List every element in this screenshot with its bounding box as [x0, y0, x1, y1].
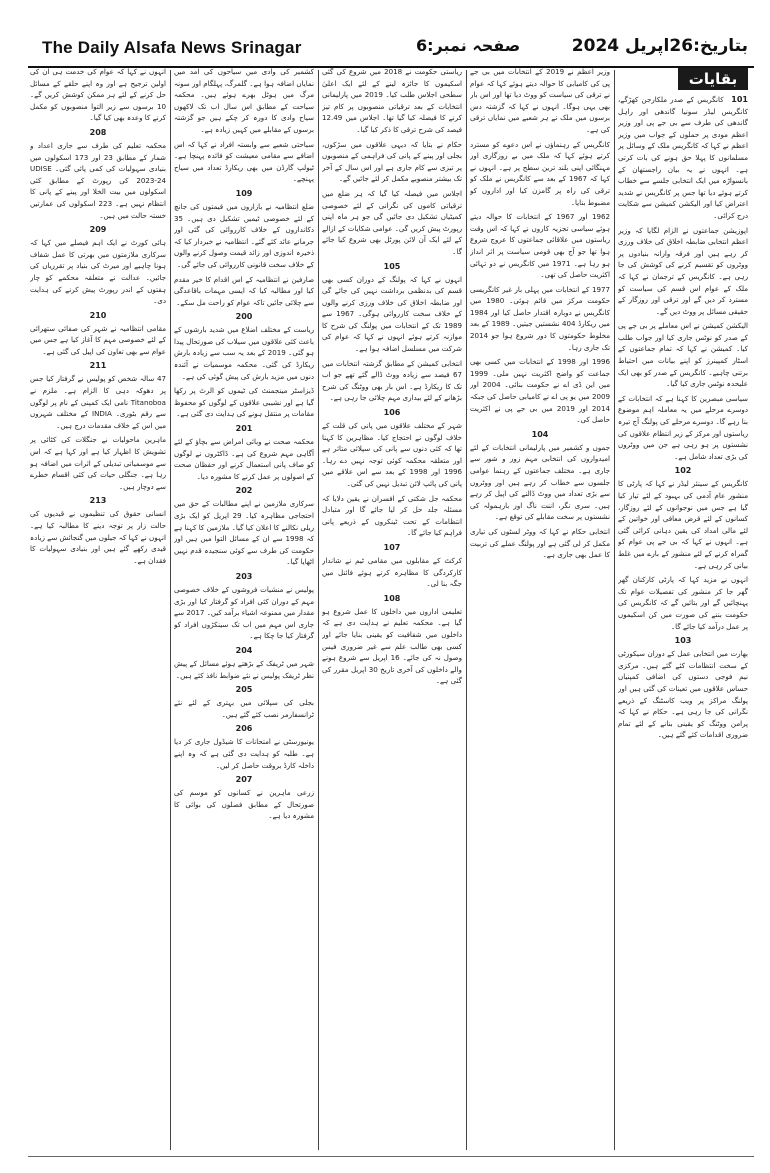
article-paragraph	[322, 555, 462, 590]
story-number: 102	[674, 466, 692, 476]
paragraph-text: انہوں نے کہا کہ عوام کی خدمت ہی ان کی اولین ترجیح ہے اور وہ اپنے حلقے کے مسائل حل کرنے کے لئے ہر ممکن کوشش کریں گے۔ 10 برسوں سے زیر التوا منصوبوں کو مکمل کرنے کا وعدہ بھی کیا گیا۔	[30, 67, 166, 123]
paragraph-text: بجلی کی سپلائی میں بہتری کے لئے نئے ٹرانسفارمر نصب کئے گئے ہیں۔	[174, 698, 314, 719]
article-paragraph	[618, 225, 748, 318]
masthead	[28, 30, 754, 68]
story-number: 200	[235, 312, 253, 322]
column-divider	[466, 70, 467, 1150]
story-number: 203	[235, 571, 253, 581]
paragraph-text: 47 سالہ شخص کو پولیس نے گرفتار کیا جس پر دھوکہ دہی کا الزام ہے۔ ملزم نے Titanoboa نامی ایک کمپنی کے نام پر لوگوں سے رقم بٹوری۔ INDIA کے مختلف شہروں میں اس کے خلاف مقدمات درج ہیں۔	[30, 374, 166, 430]
paragraph-text: انہوں نے کہا کہ پولنگ کے دوران کسی بھی قسم کی بدنظمی برداشت نہیں کی جائے گی اور ضابطہ اخلاق کی خلاف ورزی کرنے والوں کے خلاف سخت کارروائی ہوگی۔ 1967 سے 1989 تک کے انتخابات میں پولنگ کی شرح کا موازنہ کرتے ہوئے انہوں نے کہا کہ عوام کی شرکت میں مسلسل اضافہ ہوا ہے۔	[322, 274, 462, 354]
article-paragraph	[174, 736, 314, 771]
story-number: 101	[727, 95, 748, 104]
page-bottom-rule	[28, 1156, 754, 1157]
article-paragraph	[174, 787, 314, 822]
article-paragraph	[174, 201, 314, 271]
article-paragraph	[322, 493, 462, 539]
article-paragraph	[322, 188, 462, 258]
article-paragraph	[618, 478, 748, 571]
column-5	[30, 66, 166, 1156]
column-4	[174, 66, 314, 1156]
article-paragraph	[30, 508, 166, 566]
article-paragraph	[174, 697, 314, 720]
article-paragraph	[30, 323, 166, 358]
article-paragraph	[618, 393, 748, 463]
article-paragraph	[470, 66, 610, 136]
paragraph-text: 1996 اور 1998 کے انتخابات میں کسی بھی جماعت کو واضح اکثریت نہیں ملی۔ 1999 میں این ڈی اے نے حکومت بنائی۔ 2004 اور 2009 میں یو پی اے نے کامیابی حاصل کی جبکہ 2014 اور 2019 میں بی جے پی نے اکثریت حاصل کی۔	[470, 357, 610, 425]
paragraph-text: زرعی ماہرین نے کسانوں کو موسم کی صورتحال کے مطابق فصلوں کی بوائی کا مشورہ دیا ہے۔	[174, 788, 314, 821]
article-paragraph	[174, 385, 314, 420]
paragraph-text: وزیر اعظم نے 2019 کے انتخابات میں بی جے پی کی کامیابی کا حوالہ دیتے ہوئے کہا کہ عوام نے ترقی کی سیاست کو ووٹ دیا تھا اور اس بار بھی یہی ہوگا۔ انہوں نے کہا کہ گزشتہ دس برسوں میں ملک نے ہر شعبے میں نمایاں ترقی کی ہے۔	[470, 67, 610, 134]
story-number: 207	[235, 775, 253, 785]
article-paragraph	[30, 66, 166, 124]
article-paragraph	[174, 658, 314, 681]
section-banner: بقایات	[678, 68, 748, 90]
paragraph-text: حکام نے بتایا کہ دیہی علاقوں میں سڑکوں، بجلی اور پینے کے پانی کی فراہمی کے منصوبوں پر تیزی سے کام جاری ہے اور اس سال کے آخر تک بیشتر منصوبے مکمل کر لئے جائیں گے۔	[322, 139, 462, 184]
story-number: 204	[235, 645, 253, 655]
paragraph-text: یونیورسٹی نے امتحانات کا شیڈول جاری کر دیا ہے۔ طلبہ کو ہدایت دی گئی ہے کہ وہ اپنے داخلہ کارڈ بروقت حاصل کر لیں۔	[174, 737, 314, 770]
article-paragraph	[174, 324, 314, 382]
article-paragraph	[174, 66, 314, 136]
article-paragraph	[174, 274, 314, 309]
article-paragraph	[322, 139, 462, 185]
article-paragraph	[174, 436, 314, 482]
paragraph-text: الیکشن کمیشن نے اس معاملے پر بی جے پی کے صدر کو نوٹس جاری کیا اور جواب طلب کیا۔ کمیشن نے کہا کہ تمام جماعتوں کے اسٹار کمپینرز کو اپنے بیانات میں احتیاط برتنی چاہیے۔ کانگریس کے صدر کو بھی ایک علیحدہ نوٹس جاری کیا گیا۔	[618, 321, 748, 389]
paragraph-text: بھارت میں انتخابی عمل کے دوران سیکورٹی کے سخت انتظامات کئے گئے ہیں۔ مرکزی نیم فوجی دستوں کی اضافی کمپنیاں حساس علاقوں میں تعینات کی گئی ہیں اور پولنگ مراکز پر ویب کاسٹنگ کے ذریعے نگرانی کی جا رہی ہے۔ حکام نے کہا کہ پرامن ووٹنگ کو یقینی بنانے کے لئے تمام ضروری اقدامات کئے گئے ہیں۔	[618, 649, 748, 740]
article-paragraph	[322, 274, 462, 355]
paragraph-text: سرکاری ملازمین نے اپنے مطالبات کے حق میں احتجاجی مظاہرہ کیا۔ 29 اپریل کو ایک بڑی ریلی نکالنے کا اعلان کیا گیا۔ ملازمین کا کہنا ہے کہ 1998 سے ان کے مسائل التوا میں ہیں اور حکومت کی طرف سے کوئی سنجیدہ قدم نہیں اٹھایا گیا۔	[174, 499, 314, 567]
paragraph-text: کانگریس کے صدر ملکارجن کھڑگے، کانگریس لیڈر سونیا گاندھی اور راہل گاندھی کی طرف سے بی جے پی اور وزیر اعظم مودی پر حملوں کے جواب میں وزیر اعظم نے کہا کہ کانگریس ملک کے وسائل پر مسلمانوں کا پہلا حق ہونے کی بات کرتی ہے۔ انہوں نے یہ بیان راجستھان کے بانسواڑہ میں ایک انتخابی جلسے سے خطاب کرتے ہوئے دیا تھا جس پر کانگریس نے شدید اعتراض کیا اور الیکشن کمیشن سے شکایت درج کرائی۔	[618, 95, 748, 220]
article-paragraph	[470, 356, 610, 426]
article-paragraph	[30, 434, 166, 492]
article-paragraph	[174, 498, 314, 568]
article-paragraph	[470, 526, 610, 561]
paragraph-text: انسانی حقوق کی تنظیموں نے قیدیوں کی حالت زار پر توجہ دینے کا مطالبہ کیا ہے۔ انہوں نے کہا کہ جیلوں میں گنجائش سے زیادہ قیدی رکھے گئے ہیں اور بنیادی سہولیات کا فقدان ہے۔	[30, 509, 166, 565]
paragraph-text: ماہرین ماحولیات نے جنگلات کی کٹائی پر تشویش کا اظہار کیا ہے اور کہا ہے کہ اس سے موسمیاتی تبدیلی کے اثرات میں اضافہ ہو رہا ہے۔ جنگلی حیات کی کئی اقسام خطرے سے دوچار ہیں۔	[30, 435, 166, 491]
story-number: 210	[89, 310, 107, 320]
story-number: 106	[383, 408, 401, 418]
article-paragraph	[470, 442, 610, 523]
paragraph-text: صارفین نے انتظامیہ کے اس اقدام کا خیر مقدم کیا اور مطالبہ کیا کہ ایسی مہمات باقاعدگی سے چلائی جائیں تاکہ عوام کو راحت مل سکے۔	[174, 274, 314, 307]
article-paragraph	[30, 373, 166, 431]
story-number: 108	[383, 593, 401, 603]
paragraph-text: شہر میں ٹریفک کے بڑھتے ہوئے مسائل کے پیش نظر ٹریفک پولیس نے نئے ضوابط نافذ کئے ہیں۔	[174, 658, 314, 680]
article-paragraph	[470, 211, 610, 281]
article-paragraph	[174, 139, 314, 185]
article-paragraph	[322, 606, 462, 687]
paragraph-text: جموں و کشمیر میں پارلیمانی انتخابات کے لئے امیدواروں کی انتخابی مہم زور و شور سے جاری ہے۔ مختلف جماعتوں کے رہنما عوامی جلسوں سے خطاب کر رہے ہیں اور ووٹروں سے بڑی تعداد میں ووٹ ڈالنے کی اپیل کر رہے ہیں۔ سری نگر، اننت ناگ اور بارہمولہ کی نشستوں پر سخت مقابلے کی توقع ہے۔	[470, 442, 610, 522]
column-divider	[170, 70, 171, 1150]
story-number: 211	[89, 361, 107, 371]
paragraph-text: شہر کے مختلف علاقوں میں پانی کی قلت کے خلاف لوگوں نے احتجاج کیا۔ مظاہرین کا کہنا تھا کہ کئی دنوں سے پانی کی سپلائی متاثر ہے اور متعلقہ محکمہ کوئی توجہ نہیں دے رہا۔ 1996 اور 1998 کے بعد سے اس علاقے میں پانی کی پائپ لائن تبدیل نہیں کی گئی۔	[322, 421, 462, 488]
paragraph-text: مقامی انتظامیہ نے شہر کی صفائی ستھرائی کے لئے خصوصی مہم کا آغاز کیا ہے جس میں عوام سے بھی تعاون کی اپیل کی گئی ہے۔	[30, 323, 166, 356]
paragraph-text: سیاحتی شعبے سے وابستہ افراد نے کہا کہ اس اضافے سے مقامی معیشت کو فائدہ پہنچا ہے۔ ٹیولپ گارڈن میں بھی ریکارڈ تعداد میں سیاح پہنچے۔	[174, 139, 314, 184]
article-paragraph	[470, 284, 610, 354]
story-number: 105	[383, 261, 401, 271]
paragraph-text: ریاست کے مختلف اضلاع میں شدید بارشوں کے باعث کئی علاقوں میں سیلاب کی صورتحال پیدا ہو گئی۔ 2019 کے بعد یہ سب سے زیادہ بارش ریکارڈ کی گئی۔ محکمہ موسمیات نے آئندہ دنوں میں مزید بارش کی پیش گوئی کی ہے۔	[174, 325, 314, 381]
article-paragraph	[322, 420, 462, 490]
story-number: 103	[674, 636, 692, 646]
lead-paragraph	[618, 94, 748, 222]
article-paragraph	[618, 320, 748, 390]
paragraph-text: ریاستی حکومت نے 2018 میں شروع کی گئی اسکیموں کا جائزہ لینے کے لئے ایک اعلیٰ سطحی اجلاس طلب کیا۔ 2019 میں پارلیمانی انتخابات کے بعد ترقیاتی منصوبوں پر کام تیز کرنے کا فیصلہ کیا گیا تھا۔ اجلاس میں 12.49 فیصد کی شرح ترقی کا ذکر کیا گیا۔	[322, 67, 462, 134]
column-divider	[318, 70, 319, 1150]
story-number: 209	[89, 225, 107, 235]
column-2	[470, 66, 610, 1156]
story-number: 201	[235, 424, 253, 434]
issue-date: بتاریخ:26اپریل 2024	[571, 36, 748, 56]
column-3	[322, 66, 462, 1156]
paragraph-text: انتخابی حکام نے کہا کہ ووٹر لسٹوں کی تیاری مکمل کر لی گئی ہے اور پولنگ عملے کی تربیت کا عمل بھی جاری ہے۔	[470, 526, 610, 560]
paper-name: The Daily Alsafa News Srinagar	[42, 38, 302, 57]
article-paragraph	[470, 139, 610, 209]
story-number: 206	[235, 724, 253, 734]
page-number-label: صفحہ نمبر:6	[416, 36, 521, 55]
paragraph-text: انتخابی کمیشن کے مطابق گزشتہ انتخابات میں 67 فیصد سے زیادہ ووٹ ڈالے گئے تھے جو اب تک کا ریکارڈ ہے۔ اس بار بھی ووٹنگ کی شرح بڑھانے کے لئے بیداری مہم چلائی جا رہی ہے۔	[322, 358, 462, 403]
column-1	[618, 66, 748, 1156]
paragraph-text: 1962 اور 1967 کے انتخابات کا حوالہ دیتے ہوئے سیاسی تجزیہ کاروں نے کہا کہ اس وقت ریاستوں میں علاقائی جماعتوں کا عروج شروع ہوا تھا جو آج بھی قومی سیاست پر اثر انداز ہو رہا ہے۔ 1971 میں کانگریس نے دو تہائی اکثریت حاصل کی تھی۔	[470, 212, 610, 280]
paragraph-text: اجلاس میں فیصلہ کیا گیا کہ ہر ضلع میں ترقیاتی کاموں کی نگرانی کے لئے خصوصی کمیٹیاں تشکیل دی جائیں گی جو ہر ماہ اپنی رپورٹ پیش کریں گی۔ عوامی شکایات کے ازالے کے لئے ایک آن لائن پورٹل بھی شروع کیا جائے گا۔	[322, 188, 462, 256]
story-number: 104	[531, 429, 549, 439]
paragraph-text: کشمیر کی وادی میں سیاحوں کی آمد میں نمایاں اضافہ ہوا ہے۔ گلمرگ، پہلگام اور سونہ مرگ میں ہوٹل بھرے ہوئے ہیں۔ محکمہ سیاحت کے مطابق اس سال اب تک لاکھوں سیاح وادی کا دورہ کر چکے ہیں جو گزشتہ برسوں کے مقابلے میں کہیں زیادہ ہے۔	[174, 67, 314, 134]
story-number: 208	[89, 127, 107, 137]
story-number: 109	[235, 188, 253, 198]
story-number: 213	[89, 496, 107, 506]
paragraph-text: کرکٹ کے مقابلوں میں مقامی ٹیم نے شاندار کارکردگی کا مظاہرہ کرتے ہوئے فائنل میں جگہ بنا لی۔	[322, 555, 462, 589]
article-paragraph	[322, 358, 462, 404]
paragraph-text: محکمہ تعلیم کی طرف سے جاری اعداد و شمار کے مطابق 23 اور 173 اسکولوں میں بنیادی سہولیات کی کمی پائی گئی۔ UDISE 2023-24 کی رپورٹ کے مطابق کئی اسکولوں میں بیت الخلا اور پینے کے پانی کا انتظام نہیں ہے۔ 223 اسکولوں کی عمارتیں خستہ حالت میں ہیں۔	[30, 140, 166, 220]
article-paragraph	[174, 584, 314, 642]
paragraph-text: تعلیمی اداروں میں داخلوں کا عمل شروع ہو گیا ہے۔ محکمہ تعلیم نے ہدایت دی ہے کہ داخلوں میں شفافیت کو یقینی بنایا جائے اور کسی بھی طالب علم سے غیر ضروری فیس وصول نہ کی جائے۔ 16 اپریل سے شروع ہونے والے داخلوں کی آخری تاریخ 30 اپریل مقرر کی گئی ہے۔	[322, 606, 462, 686]
article-paragraph	[618, 648, 748, 741]
paragraph-text: محکمہ صحت نے وبائی امراض سے بچاؤ کے لئے آگاہی مہم شروع کی ہے۔ ڈاکٹروں نے لوگوں کو صاف پانی استعمال کرنے اور حفظان صحت کے اصولوں پر عمل کرنے کا مشورہ دیا۔	[174, 437, 314, 481]
paragraph-text: پولیس نے منشیات فروشوں کے خلاف خصوصی مہم کے دوران کئی افراد کو گرفتار کیا اور بڑی مقدار میں ممنوعہ اشیاء برآمد کیں۔ 2017 سے جاری اس مہم میں اب تک سینکڑوں افراد کو گرفتار کیا جا چکا ہے۔	[174, 584, 314, 641]
article-paragraph	[30, 140, 166, 221]
story-number: 205	[235, 685, 253, 695]
article-paragraph	[618, 574, 748, 632]
article-paragraph	[322, 66, 462, 136]
paragraph-text: محکمہ جل شکتی کے افسران نے یقین دلایا کہ مسئلہ جلد حل کر لیا جائے گا اور متبادل انتظامات کے تحت ٹینکروں کے ذریعے پانی فراہم کیا جائے گا۔	[322, 493, 462, 538]
paragraph-text: 1977 کے انتخابات میں پہلی بار غیر کانگریسی حکومت مرکز میں قائم ہوئی۔ 1980 میں کانگریس نے دوبارہ اقتدار حاصل کیا اور 1984 میں ریکارڈ 404 نشستیں جیتیں۔ 1989 کے بعد مخلوط حکومتوں کا دور شروع ہوا جو 2014 تک جاری رہا۔	[470, 284, 610, 352]
paragraph-text: ڈیزاسٹر مینجمنٹ کی ٹیموں کو الرٹ پر رکھا گیا ہے اور نشیبی علاقوں کے لوگوں کو محفوظ مقامات پر منتقل ہونے کی ہدایت دی گئی ہے۔	[174, 386, 314, 419]
column-divider	[614, 70, 615, 1150]
paragraph-text: سیاسی مبصرین کا کہنا ہے کہ انتخابات کے دوسرے مرحلے میں یہ معاملہ اہم موضوع بنا رہے گا۔ دوسرے مرحلے کی پولنگ آج تیرہ ریاستوں اور مرکز کے زیر انتظام علاقوں کی نشستوں پر ہو رہی ہے جن میں ووٹروں کی بڑی تعداد شامل ہے۔	[618, 393, 748, 461]
paragraph-text: ضلع انتظامیہ نے بازاروں میں قیمتوں کی جانچ کے لئے خصوصی ٹیمیں تشکیل دی ہیں۔ 35 دکانداروں کے خلاف کارروائی کی گئی اور جرمانے عائد کئے گئے۔ انتظامیہ نے خبردار کیا کہ ذخیرہ اندوزی اور زائد قیمت وصول کرنے والوں کے خلاف سخت قانونی کارروائی کی جائے گی۔	[174, 201, 314, 269]
paragraph-text: اپوزیشن جماعتوں نے الزام لگایا کہ وزیر اعظم انتخابی ضابطہ اخلاق کی خلاف ورزی کر رہے ہیں اور فرقہ وارانہ بنیادوں پر ووٹروں کو تقسیم کرنے کی کوشش کی جا رہی ہے۔ کانگریس کے ترجمان نے کہا کہ ملک کے عوام اس قسم کی سیاست کو مسترد کر دیں گے اور ترقی اور روزگار کے حقیقی مسائل پر ووٹ دیں گے۔	[618, 225, 748, 316]
story-number: 107	[383, 542, 401, 552]
paragraph-text: انہوں نے مزید کہا کہ پارٹی کارکنان گھر گھر جا کر منشور کی تفصیلات عوام تک پہنچائیں گے اور بتائیں گے کہ کانگریس کی حکومت بننے کی صورت میں کن اسکیموں پر عمل درآمد کیا جائے گا۔	[618, 575, 748, 631]
article-paragraph	[30, 237, 166, 307]
paragraph-text: کانگریس کے رہنماؤں نے اس دعوے کو مسترد کرتے ہوئے کہا کہ ملک میں بے روزگاری اور مہنگائی اپنی بلند ترین سطح پر ہے۔ انہوں نے کہا کہ 1967 کے بعد سے کانگریس نے ملک کو ترقی کی راہ پر گامزن کیا اور اداروں کو مضبوط بنایا۔	[470, 139, 610, 207]
paragraph-text: کانگریس کے سینئر لیڈر نے کہا کہ پارٹی کا منشور عام آدمی کی بہبود کے لئے تیار کیا گیا ہے جس میں نوجوانوں کے لئے روزگار، کسانوں کے لئے قرض معافی اور خواتین کے لئے مالی امداد کی یقین دہانی کرائی گئی ہے۔ انہوں نے کہا کہ بی جے پی عوام کو گمراہ کرنے کے لئے منشور کے بارے میں غلط بیانی کر رہی ہے۔	[618, 479, 748, 570]
paragraph-text: ہائی کورٹ نے ایک اہم فیصلے میں کہا کہ سرکاری ملازمتوں میں بھرتی کا عمل شفاف ہونا چاہیے اور میرٹ کی بنیاد پر تقرریاں کی جائیں۔ عدالت نے متعلقہ محکمے کو چار ہفتوں کے اندر رپورٹ پیش کرنے کی ہدایت دی۔	[30, 238, 166, 306]
story-number: 202	[235, 486, 253, 496]
